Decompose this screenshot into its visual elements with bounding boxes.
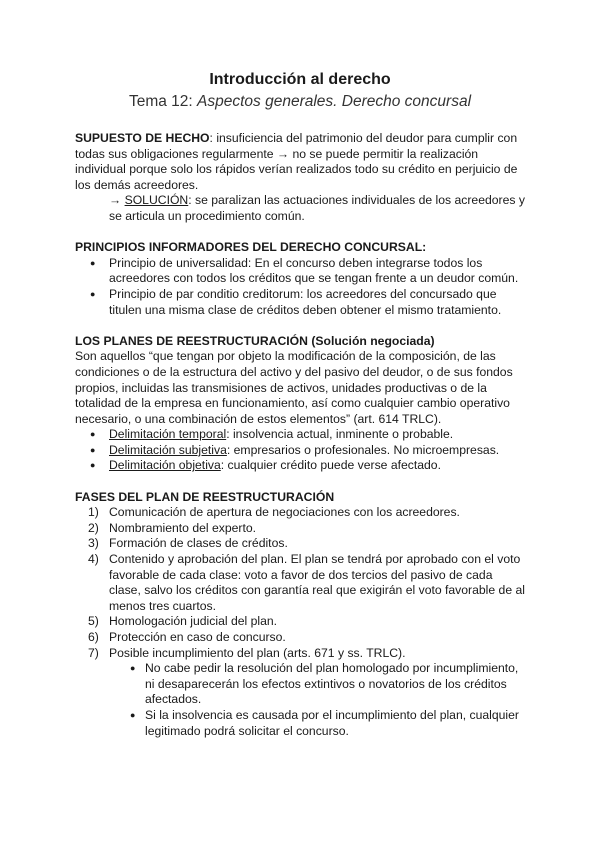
list-item bbox=[75, 614, 527, 630]
incumplimiento-sublist bbox=[75, 661, 527, 739]
document-subtitle bbox=[0, 92, 600, 112]
fases-heading: FASES DEL PLAN DE REESTRUCTURACIÓN bbox=[75, 489, 335, 504]
list-item: ● Principio de universalidad: En el concurso deben integrarse todos los acreedores con todos los créditos que se tengan frente a un deudor común. bbox=[75, 256, 527, 287]
delimitacion-text: : insolvencia actual, inminente o probable. bbox=[226, 427, 454, 442]
list-item bbox=[75, 427, 527, 443]
list-item bbox=[75, 443, 527, 459]
item-number: 4) bbox=[88, 552, 99, 567]
list-item bbox=[75, 552, 527, 614]
arrow-symbol: → bbox=[109, 193, 125, 208]
item-text: Formación de clases de créditos. bbox=[109, 536, 288, 551]
item-text: Contenido y aprobación del plan. El plan se tendrá por aprobado con el voto favorable de cada clase: voto a favor de dos tercios del pasivo de cada clase, salvo los créditos con garantía real que exigirán el voto favorable de al menos tres cuartos. bbox=[109, 552, 525, 613]
delimitacion-text: : cualquier crédito puede verse afectado. bbox=[220, 458, 441, 473]
delimitacion-text: : empresarios o profesionales. No microempresas. bbox=[226, 442, 500, 457]
list-item bbox=[75, 521, 527, 537]
item-text: Comunicación de apertura de negociaciones con los acreedores. bbox=[109, 505, 460, 520]
principios-heading: PRINCIPIOS INFORMADORES DEL DERECHO CONCURSAL: bbox=[75, 240, 427, 255]
item-number: 2) bbox=[88, 520, 99, 535]
planes-text: Son aquellos “que tengan por objeto la modificación de la composición, de las condiciones o de la estructura del activo y del pasivo del deudor, o de sus fondos propios, incluidas las transmisiones de activos, unidades productivas o de la totalidad de la empresa en funcionamiento, así como cualquier cambio operativo necesario, o una combinación de estos elementos” (art. 614 TRLC). bbox=[75, 349, 513, 426]
list-item bbox=[75, 646, 527, 662]
item-text: Protección en caso de concurso. bbox=[109, 630, 286, 644]
list-item: ● Principio de par conditio creditorum: los acreedores del concursado que titulen una misma clase de créditos deben obtener el mismo tratamiento. bbox=[75, 287, 527, 318]
fases-list bbox=[75, 505, 527, 661]
item-number: 3) bbox=[88, 536, 99, 551]
item-number: 7) bbox=[88, 645, 99, 660]
document-body bbox=[75, 131, 527, 739]
planes-heading: LOS PLANES DE REESTRUCTURACIÓN (Solución negociada) bbox=[75, 333, 435, 348]
delimitacion-label: Delimitación subjetiva bbox=[109, 442, 227, 457]
item-number: 5) bbox=[88, 614, 99, 629]
supuesto-paragraph bbox=[75, 131, 527, 193]
item-number: 1) bbox=[88, 505, 99, 520]
list-item bbox=[75, 505, 527, 521]
item-text: Homologación judicial del plan. bbox=[109, 614, 278, 629]
supuesto-text: : insuficiencia del patrimonio del deudor para cumplir con todas sus obligaciones regularmente → no se puede permitir la realización individual porque solo los rápidos verían realizados todo su crédito en perjuicio de los demás acreedores. bbox=[75, 131, 518, 192]
solucion-text: : se paralizan las actuaciones individuales de los acreedores y se articula un procedimiento común. bbox=[109, 193, 525, 223]
delimitacion-label: Delimitación objetiva bbox=[109, 458, 221, 473]
topic-title: Aspectos generales. Derecho concursal bbox=[197, 93, 472, 110]
item-text: Posible incumplimiento del plan (arts. 671 y ss. TRLC). bbox=[109, 645, 406, 660]
solucion-paragraph bbox=[75, 193, 527, 224]
document-title: Introducción al derecho bbox=[209, 71, 391, 88]
list-item bbox=[75, 630, 527, 646]
item-number: 6) bbox=[88, 630, 99, 644]
list-item: ● No cabe pedir la resolución del plan homologado por incumplimiento, ni desaparecerán los efectos extintivos o novatorios de los créditos afectados. bbox=[75, 661, 527, 708]
topic-prefix: Tema 12: bbox=[128, 93, 198, 110]
principios-list bbox=[75, 256, 527, 318]
item-text: Nombramiento del experto. bbox=[109, 520, 256, 535]
supuesto-heading: SUPUESTO DE HECHO bbox=[75, 131, 210, 145]
solucion-label: SOLUCIÓN bbox=[124, 193, 189, 208]
list-item: ● Si la insolvencia es causada por el incumplimiento del plan, cualquier legitimado podrá solicitar el concurso. bbox=[75, 708, 527, 739]
list-item bbox=[75, 536, 527, 552]
delimitacion-label: Delimitación temporal bbox=[109, 427, 227, 442]
list-item bbox=[75, 458, 527, 474]
delimitacion-list bbox=[75, 427, 527, 474]
